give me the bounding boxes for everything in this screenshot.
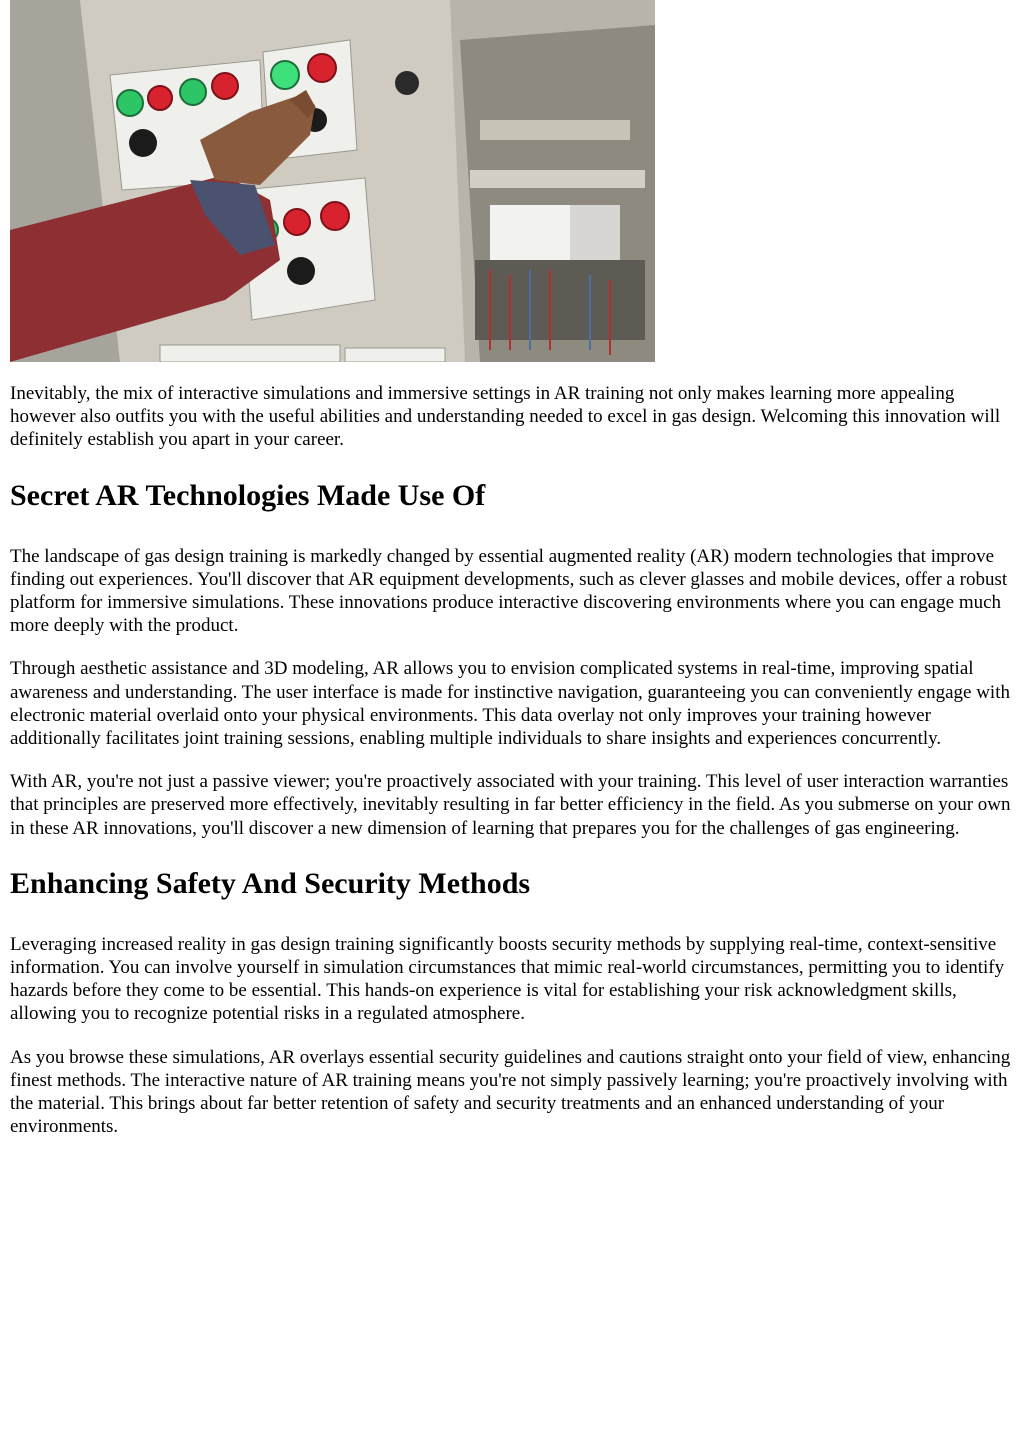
paragraph-safety-2: As you browse these simulations, AR overlays essential security guidelines and cautions straight onto your field of view, enhancing finest methods. The interactive nature of AR training means you're not simply passively learning; you're proactively involving with the material. This brings about far better retention of safety and security treatments and an enhanced understanding of your environments. xyxy=(10,1046,1011,1138)
paragraph-safety-1: Leveraging increased reality in gas design training significantly boosts security methods by supplying real-time, context-sensitive information. You can involve yourself in simulation circumstances that mimic real-world circumstances, permitting you to identify hazards before they come to be essential. This hands-on experience is vital for establishing your risk acknowledgment skills, allowing you to recognize potential risks in a regulated atmosphere. xyxy=(10,933,1005,1025)
heading-safety-methods: Enhancing Safety And Security Methods xyxy=(10,866,531,900)
hero-image xyxy=(10,0,655,362)
heading-key-ar-technologies: Secret AR Technologies Made Use Of xyxy=(10,478,486,512)
paragraph-ar-technologies-1: The landscape of gas design training is markedly changed by essential augmented reality (AR) modern technologies that improve finding out experiences. You'll discover that AR equipment developments, such as clever glasses and mobile devices, offer a robust platform for immersive simulations. These innovations produce interactive discovering environments where you can engage much more deeply with the product. xyxy=(10,545,1008,637)
paragraph-intro-conclusion: Inevitably, the mix of interactive simulations and immersive settings in AR training not only makes learning more appealing however also outfits you with the useful abilities and understanding needed to excel in gas design. Welcoming this innovation will definitely establish you apart in your career. xyxy=(10,383,1001,451)
control-panel-photo-icon xyxy=(10,0,655,362)
paragraph-ar-technologies-3: With AR, you're not just a passive viewer; you're proactively associated with your training. This level of user interaction warranties that principles are preserved more effectively, inevitably resulting in far better efficiency in the field. As you submerse on your own in these AR innovations, you'll discover a new dimension of learning that prepares you for the challenges of gas engineering. xyxy=(10,771,1011,839)
paragraph-ar-technologies-2: Through aesthetic assistance and 3D modeling, AR allows you to envision complicated systems in real-time, improving spatial awareness and understanding. The user interface is made for instinctive navigation, guaranteeing you can conveniently engage with electronic material overlaid onto your physical environments. This data overlay not only improves your training however additionally facilitates joint training sessions, enabling multiple individuals to share insights and experiences concurrently. xyxy=(10,658,1010,750)
